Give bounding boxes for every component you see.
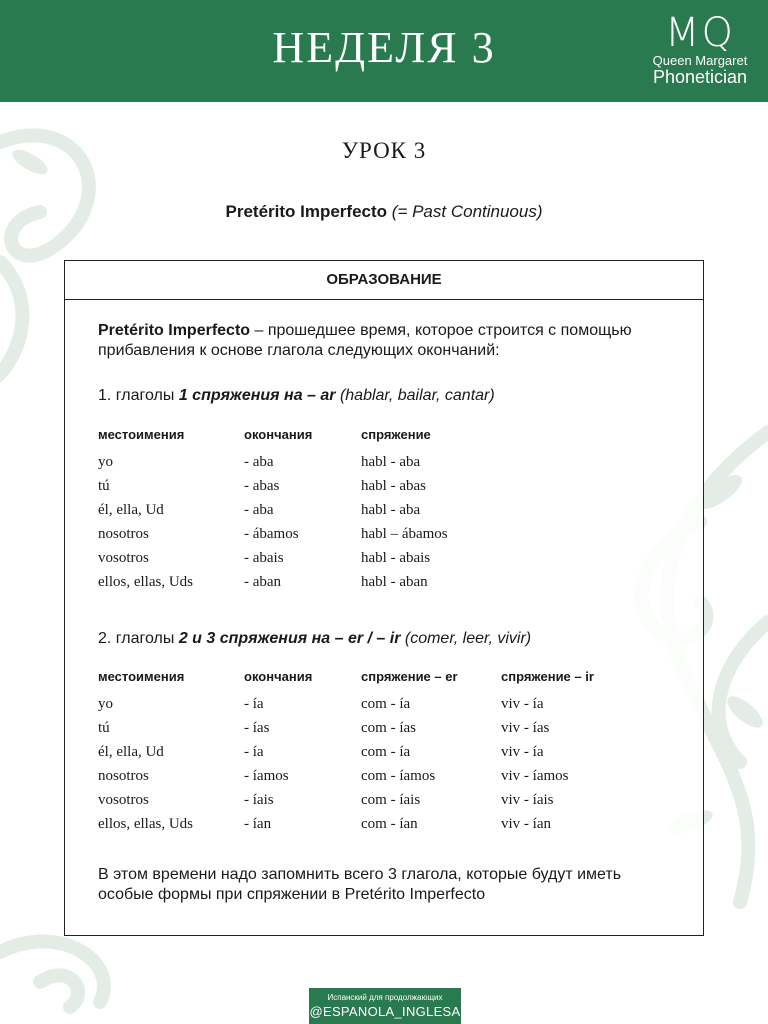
table-cell: él, ella, Ud xyxy=(98,744,164,760)
topic-name: Pretérito Imperfecto xyxy=(225,202,388,221)
logo-line-1: Queen Margaret xyxy=(652,53,748,68)
footer-handle: @ESPANOLA_INGLESA xyxy=(309,1004,461,1019)
logo-line-2: Phonetician xyxy=(652,67,748,87)
lesson-title: УРОК 3 xyxy=(341,138,427,163)
footer-caption: Испанский для продолжающих xyxy=(327,993,443,1002)
table-cell: - ía xyxy=(244,696,264,712)
group1-title xyxy=(98,387,495,405)
table-cell: habl - abais xyxy=(361,550,431,566)
table-cell: viv - ían xyxy=(501,816,551,832)
topic-title xyxy=(0,202,768,222)
table-cell: com - ías xyxy=(361,720,416,736)
table-cell: nosotros xyxy=(98,526,149,542)
table-cell: com - íais xyxy=(361,792,421,808)
box-heading: ОБРАЗОВАНИЕ xyxy=(65,261,703,300)
table-cell: - íamos xyxy=(244,768,289,784)
page-title: НЕДЕЛЯ 3 xyxy=(272,23,496,72)
outro-text: В этом времени надо запомнить всего 3 глагола, которые будут иметь особые формы при спряжении в Pretérito Imperfecto xyxy=(98,866,622,903)
table-cell: com - ían xyxy=(361,816,418,832)
formation-box xyxy=(64,260,704,936)
table-cell: nosotros xyxy=(98,768,149,784)
table-cell: - aba xyxy=(244,502,274,518)
table-cell: - íais xyxy=(244,792,274,808)
col-header: окончания xyxy=(244,669,313,684)
table-cell: - ían xyxy=(244,816,272,832)
table-cell: com - ía xyxy=(361,696,411,712)
intro-text xyxy=(98,321,678,361)
intro-description: – прошедшее время, которое строится с помощью прибавления к основе глагола следующих окончаний: xyxy=(98,322,632,359)
group2-conjugation: 2 и 3 спряжения на – er / – ir xyxy=(178,630,401,647)
group2-prefix: 2. глаголы xyxy=(98,630,179,647)
col-header: спряжение – er xyxy=(361,669,458,684)
table-cell: - aban xyxy=(244,574,282,590)
table-cell: yo xyxy=(98,696,113,712)
table-cell: viv - ías xyxy=(501,720,550,736)
table-cell: habl - aban xyxy=(361,574,428,590)
table-cell: viv - ía xyxy=(501,696,544,712)
table-cell: com - ía xyxy=(361,744,411,760)
table-cell: habl – ábamos xyxy=(361,526,448,542)
col-header: местоимения xyxy=(98,427,185,442)
table-cell: com - íamos xyxy=(361,768,436,784)
table-cell: habl - abas xyxy=(361,478,426,494)
group2-title xyxy=(98,630,531,648)
table-cell: vosotros xyxy=(98,792,149,808)
brand-logo xyxy=(640,12,760,87)
table-cell: - ábamos xyxy=(244,526,299,542)
table-cell: vosotros xyxy=(98,550,149,566)
table-cell: ellos, ellas, Uds xyxy=(98,816,193,832)
table-cell: ellos, ellas, Uds xyxy=(98,574,193,590)
group1-prefix: 1. глаголы xyxy=(98,387,179,404)
group2-examples: (comer, leer, vivir) xyxy=(400,630,532,647)
col-header: местоимения xyxy=(98,669,185,684)
footer-badge xyxy=(309,988,461,1024)
table-cell: - abais xyxy=(244,550,284,566)
table-cell: él, ella, Ud xyxy=(98,502,164,518)
header-banner xyxy=(0,0,768,102)
logo-mark: MQ xyxy=(665,10,735,56)
intro-term: Pretérito Imperfecto xyxy=(98,322,251,339)
table-cell: viv - íais xyxy=(501,792,554,808)
table-cell: - abas xyxy=(244,478,280,494)
table-cell: viv - ía xyxy=(501,744,544,760)
table-cell: tú xyxy=(98,478,110,494)
col-header: спряжение xyxy=(361,427,431,442)
table-cell: viv - íamos xyxy=(501,768,569,784)
group1-examples: (hablar, bailar, cantar) xyxy=(335,387,495,404)
table-cell: - aba xyxy=(244,454,274,470)
table-cell: - ía xyxy=(244,744,264,760)
col-header: окончания xyxy=(244,427,313,442)
table-cell: habl - aba xyxy=(361,502,421,518)
topic-gloss: (= Past Continuous) xyxy=(391,202,543,221)
col-header: спряжение – ir xyxy=(501,669,594,684)
table-cell: tú xyxy=(98,720,110,736)
group1-conjugation: 1 спряжения на – ar xyxy=(178,387,336,404)
table-cell: yo xyxy=(98,454,113,470)
table-cell: habl - aba xyxy=(361,454,421,470)
table-cell: - ías xyxy=(244,720,270,736)
